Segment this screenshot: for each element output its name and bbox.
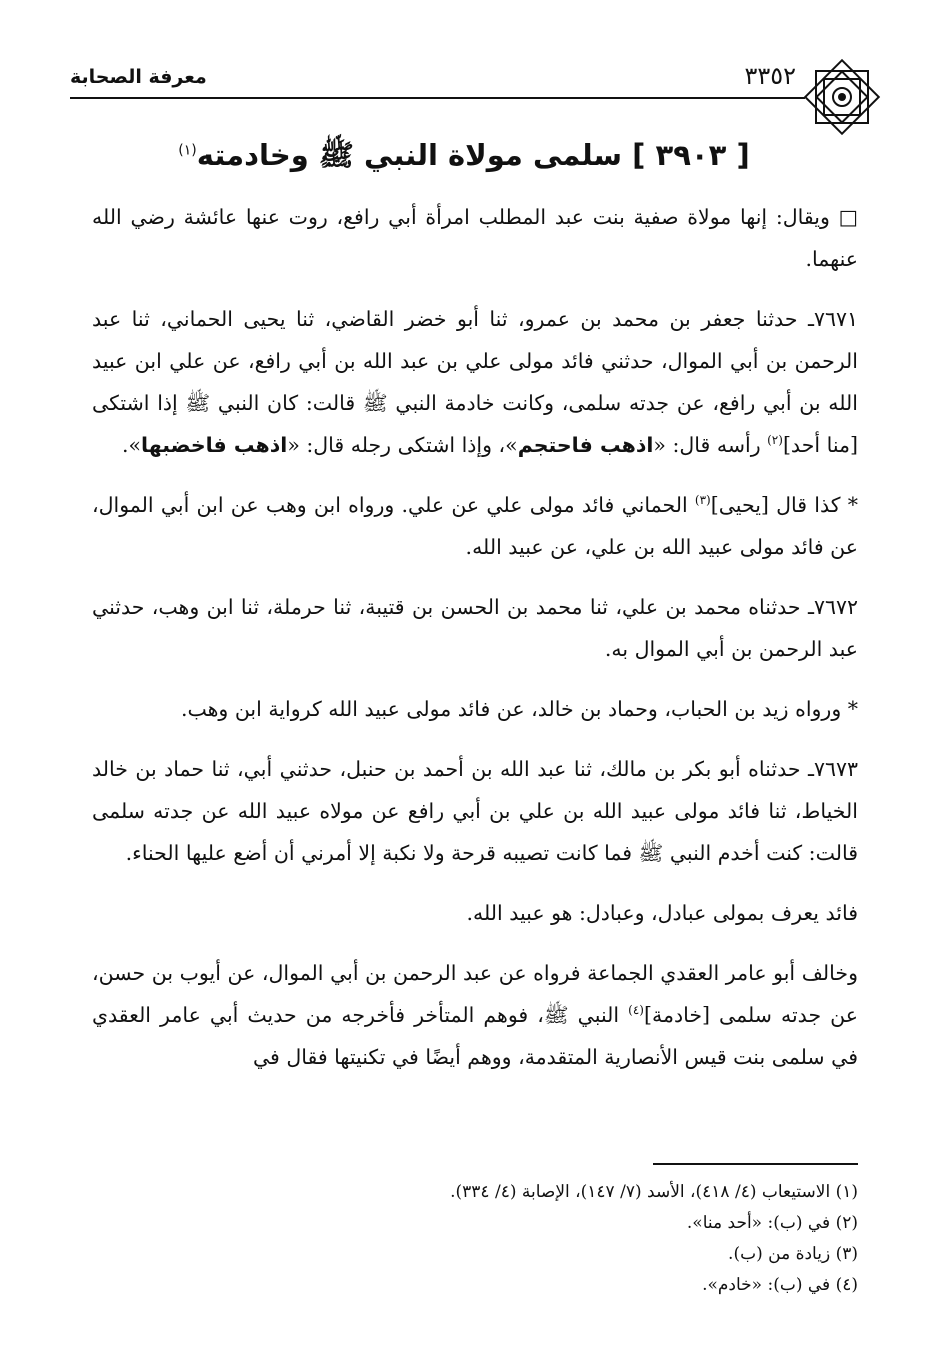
- text-span: رأسه قال: «: [653, 433, 768, 457]
- footnote-4: (٤) في (ب): «خادم».: [702, 1275, 858, 1295]
- footnote-2: (٢) في (ب): «أحد منا».: [686, 1213, 858, 1233]
- footnote-ref-1: (١): [178, 142, 197, 159]
- text-span: وخالف أبو عامر العقدي الجماعة فرواه عن عبد الرحمن بن أبي الموال، عن أيوب بن حسن، عن جدته سلمى [خادمة]: [92, 961, 858, 1027]
- footnote-3: (٣) زيادة من (ب).: [728, 1244, 858, 1264]
- commentary: * ورواه زيد بن الحباب، وحماد بن خالد، عن فائد مولى عبيد الله كرواية ابن وهب.: [180, 697, 858, 721]
- quoted-saying: اذهب فاخضبها: [141, 433, 288, 457]
- hadith-7671: [92, 298, 858, 466]
- text-span: »، وإذا اشتكى رجله قال: «: [287, 433, 518, 457]
- footnote-ref-2: (٢): [767, 433, 783, 448]
- footnotes: [92, 1177, 858, 1301]
- text-span: ٧٦٧١ـ حدثنا جعفر بن محمد بن عمرو، ثنا أبو خضر القاضي، ثنا يحيى الحماني، ثنا عبد الرحمن بن أبي الموال، حدثني فائد مولى علي بن عبد الله بن أبي رافع، عن علي ابن عبيد الله بن أبي رافع، عن جدته سلمى، وكانت خادمة النبي ﷺ قالت: كان النبي ﷺ إذا اشتكى [منا أحد]: [92, 307, 858, 457]
- entry-title: [70, 138, 858, 180]
- footnote-rule: [653, 1163, 858, 1165]
- hadith-7672: ٧٦٧٢ـ حدثناه محمد بن علي، ثنا محمد بن الحسن بن قتيبة، ثنا حرملة، ثنا ابن وهب، حدثني عبد الرحمن بن أبي الموال به.: [92, 595, 858, 661]
- text-span: ».: [121, 433, 142, 457]
- commentary: [92, 952, 858, 1078]
- running-header: [70, 58, 796, 102]
- header-rule: [70, 97, 805, 99]
- entry-title-text: [ ٣٩٠٣ ] سلمى مولاة النبي ﷺ وخادمته: [196, 138, 750, 172]
- footnote-ref-3: (٣): [694, 493, 711, 508]
- footnote-1: (١) الاستيعاب (٤/ ٤١٨)، الأسد (٧/ ١٤٧)، الإصابة (٤/ ٣٣٤).: [450, 1182, 858, 1202]
- page-number: ٣٣٥٢: [744, 62, 796, 90]
- commentary: [92, 484, 858, 568]
- text-span: النبي ﷺ، فوهم المتأخر فأخرجه من حديث أبي عامر العقدي في سلمى بنت قيس الأنصارية المتقدمة، ووهم أيضًا في تكنيتها فقال في: [92, 1003, 858, 1069]
- commentary: فائد يعرف بمولى عبادل، وعبادل: هو عبيد الله.: [466, 901, 858, 925]
- text-span: * كذا قال [يحيى]: [710, 493, 858, 517]
- footnote-ref-4: (٤): [628, 1003, 644, 1018]
- main-text: [92, 196, 858, 1096]
- text-span: الحماني فائد مولى علي عن علي. ورواه ابن وهب عن ابن أبي الموال، عن فائد مولى عبيد الله بن علي، عن عبيد الله.: [92, 493, 858, 559]
- hadith-7673: ٧٦٧٣ـ حدثناه أبو بكر بن مالك، ثنا عبد الله بن أحمد بن حنبل، حدثني أبي، ثنا حماد بن خالد الخياط، ثنا فائد مولى عبيد الله بن علي بن أبي رافع عن مولاه عبيد الله عن جدته سلمى قالت: كنت أخدم النبي ﷺ فما كانت تصيبه قرحة ولا نكبة إلا أمرني أن أضع عليها الحناء.: [92, 757, 858, 865]
- eight-point-star-ornament-icon: [800, 55, 884, 139]
- book-title: معرفة الصحابة: [70, 66, 207, 88]
- paragraph: □ ويقال: إنها مولاة صفية بنت عبد المطلب امرأة أبي رافع، روت عنها عائشة رضي الله عنهما.: [92, 205, 858, 271]
- quoted-saying: اذهب فاحتجم: [517, 433, 654, 457]
